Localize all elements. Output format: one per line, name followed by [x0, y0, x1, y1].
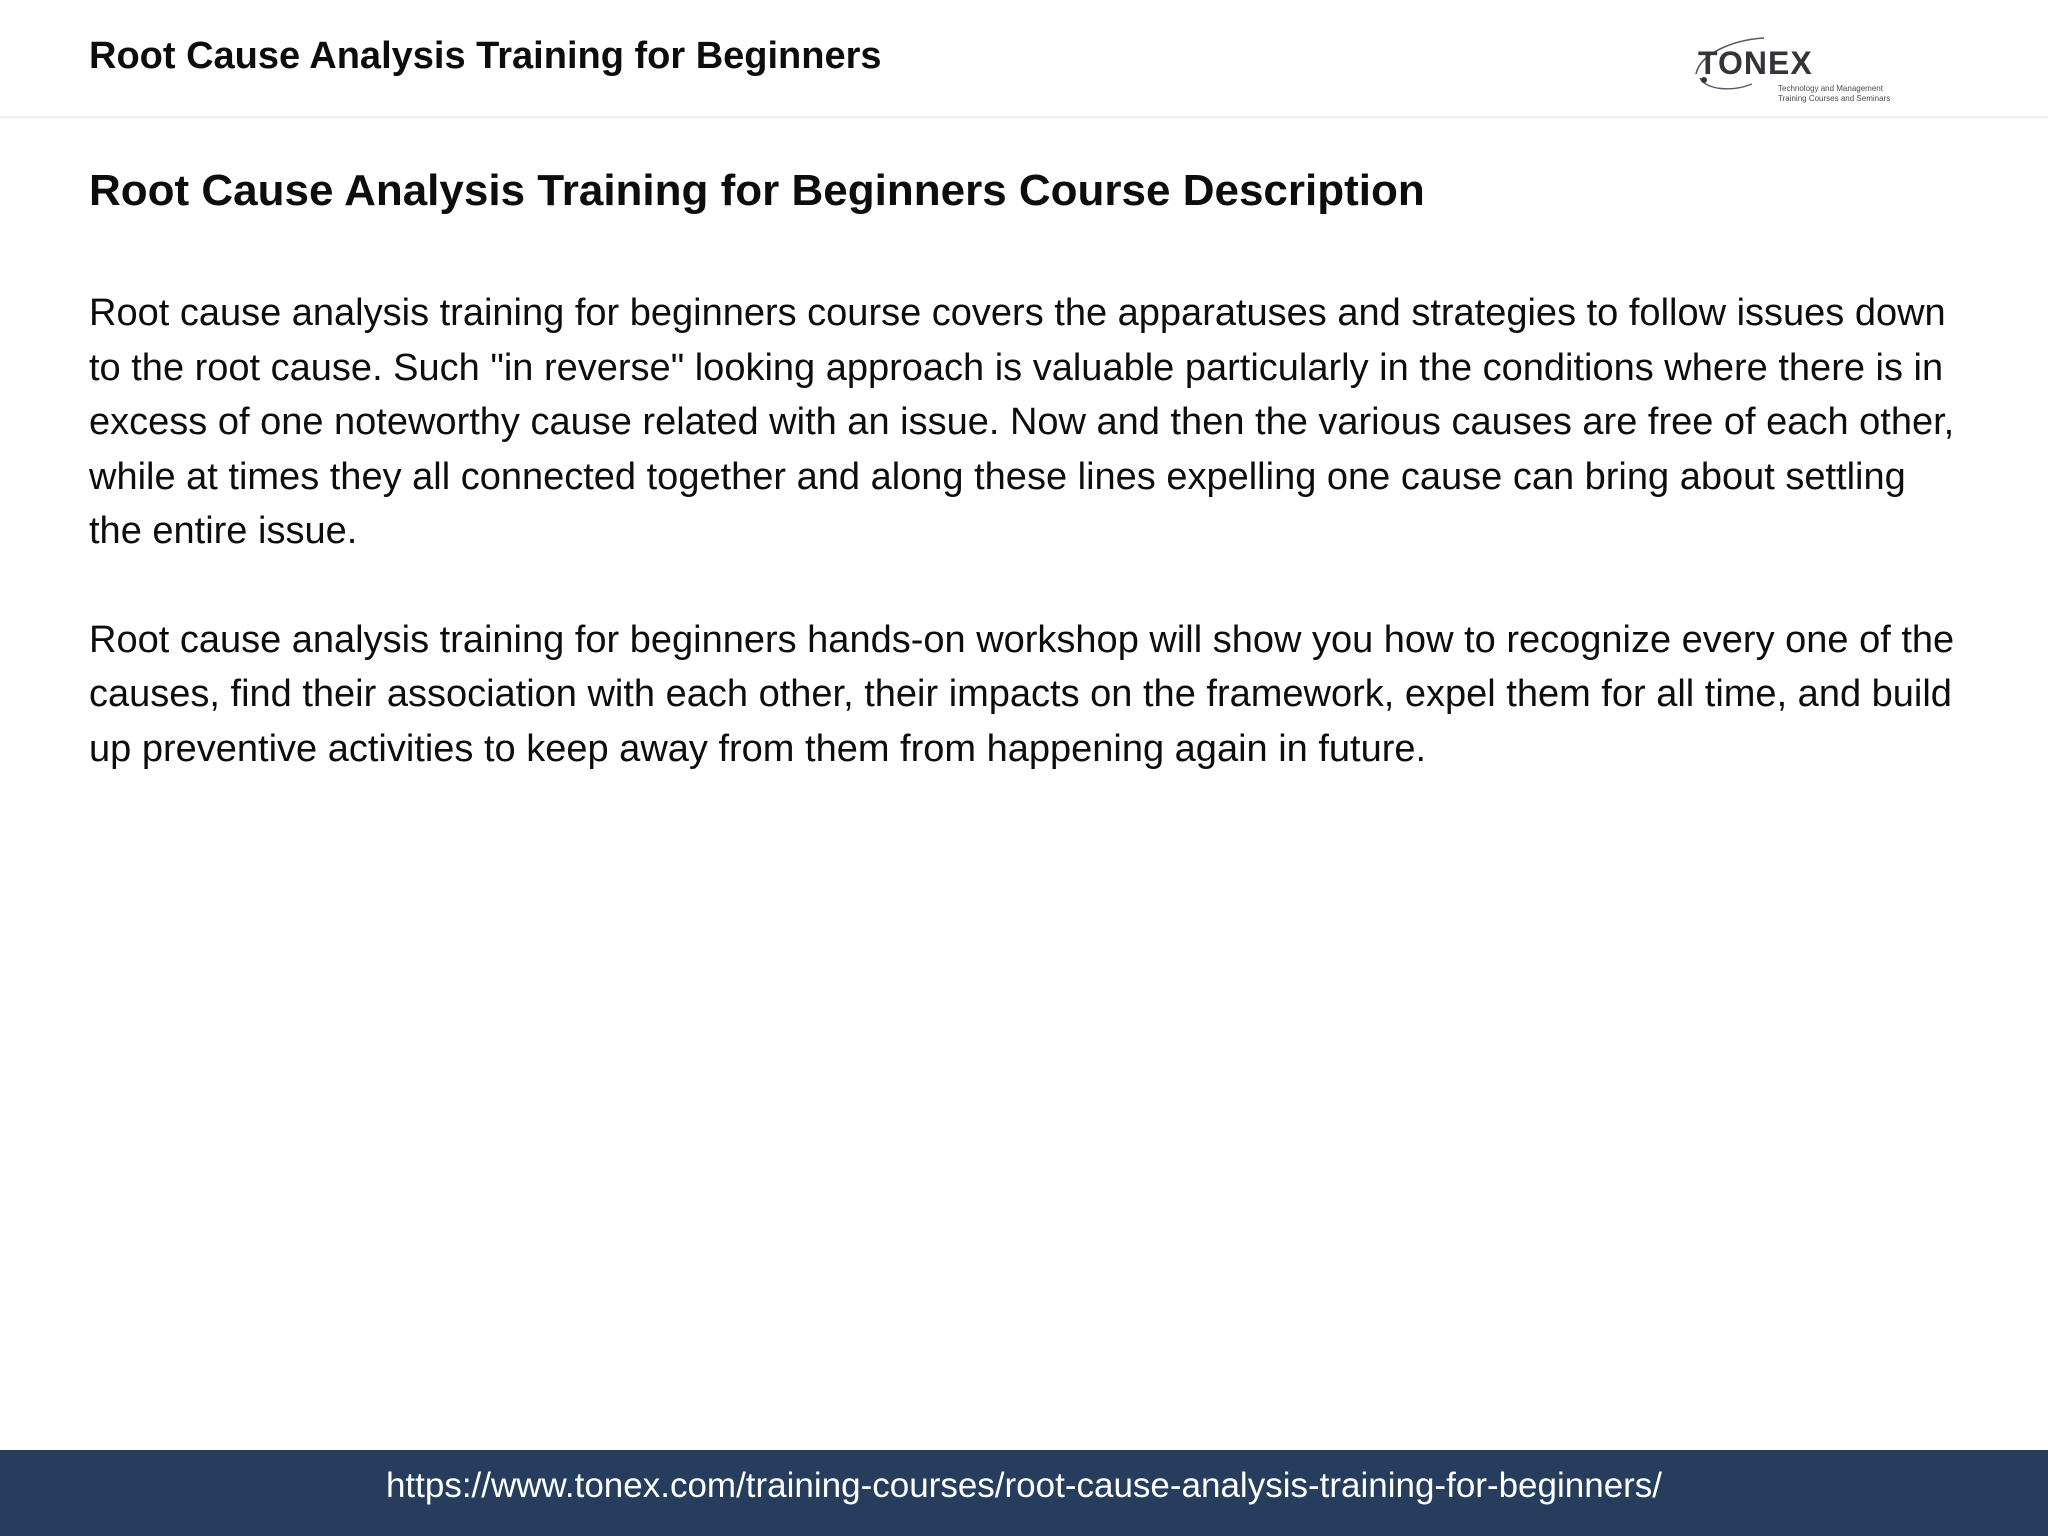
logo-wordmark: TONEX — [1698, 45, 1813, 81]
logo-tagline-line-1: Technology and Management — [1778, 84, 1883, 93]
slide-header — [0, 0, 2048, 118]
description-paragraph-2: Root cause analysis training for beginners hands-on workshop will show you how to recognize every one of the causes, find their association with each other, their impacts on the framework, expel them for all time, and build up preventive activities to keep away from them from happening again in future. — [89, 618, 1955, 770]
logo-tagline — [1778, 84, 1890, 104]
header-title: Root Cause Analysis Training for Beginners — [89, 35, 882, 77]
description-paragraph-1: Root cause analysis training for beginners course covers the apparatuses and strategies to follow issues down to the root cause. Such "in reverse" looking approach is valuable particularly in the conditions where there is in excess of one noteworthy cause related with an issue. Now and then the various causes are free of each other, while at times they all connected together and along these lines expelling one cause can bring about settling the entire issue. — [89, 292, 1955, 552]
course-description-heading: Root Cause Analysis Training for Beginners Course Description — [89, 166, 1425, 215]
footer-bar — [0, 1450, 2048, 1536]
course-description-body — [89, 286, 1969, 830]
tonex-logo — [1692, 34, 1942, 116]
logo-tagline-line-2: Training Courses and Seminars — [1778, 94, 1891, 103]
course-url-link[interactable]: https://www.tonex.com/training-courses/root-cause-analysis-training-for-beginners/ — [385, 1466, 1663, 1505]
